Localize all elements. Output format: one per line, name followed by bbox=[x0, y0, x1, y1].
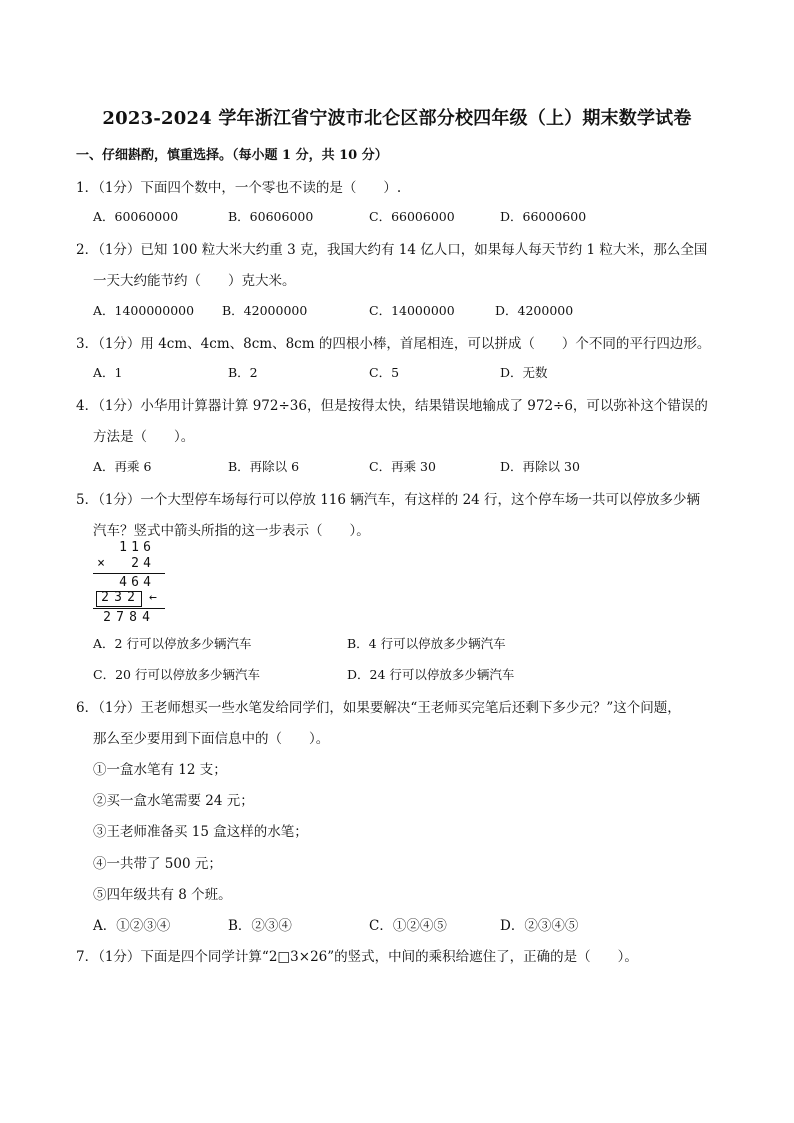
question-5-stem-line1: 5．（1分）一个大型停车场每行可以停放 116 辆汽车，有这样的 24 行，这个停车场一共可以停放多少辆 bbox=[76, 492, 701, 508]
q6-option-b: B．②③④ bbox=[228, 918, 292, 934]
question-4-stem-line1: 4．（1分）小华用计算器计算 972÷36，但是按得太快，结果错误地输成了 972÷6，可以弥补这个错误的 bbox=[76, 398, 708, 414]
calc-digit: 3 bbox=[114, 590, 122, 605]
calc-digit: 1 bbox=[119, 540, 127, 555]
calc-digit: 6 bbox=[143, 540, 151, 555]
q6-option-d: D．②③④⑤ bbox=[500, 918, 579, 934]
page-title: 2023-2024 学年浙江省宁波市北仑区部分校四年级（上）期末数学试卷 bbox=[102, 108, 692, 129]
q5-option-c: C．20 行可以停放多少辆汽车 bbox=[93, 667, 260, 682]
q1-option-b: B．60606000 bbox=[228, 209, 314, 224]
q5-option-a: A．2 行可以停放多少辆汽车 bbox=[93, 636, 252, 651]
q1-option-d: D．66000600 bbox=[500, 209, 587, 224]
q3-option-d: D．无数 bbox=[500, 365, 548, 380]
calc-digit: 2 bbox=[131, 556, 139, 571]
q2-option-d: D．4200000 bbox=[495, 303, 574, 318]
q6-option-c: C．①②④⑤ bbox=[369, 918, 447, 934]
question-2-stem-line1: 2．（1分）已知 100 粒大米大约重 3 克，我国大约有 14 亿人口，如果每人每天节约 1 粒大米，那么全国 bbox=[76, 242, 708, 258]
calc-digit: 1 bbox=[131, 540, 139, 555]
section-heading: 一、仔细斟酌，慎重选择。（每小题 1 分，共 10 分） bbox=[76, 148, 388, 163]
vertical-multiplication bbox=[93, 540, 173, 626]
q3-option-b: B．2 bbox=[228, 365, 258, 380]
info-item: ④一共带了 500 元； bbox=[93, 856, 222, 872]
q1-option-c: C．66006000 bbox=[369, 209, 455, 224]
calc-digit: 2 bbox=[103, 610, 111, 625]
question-7-stem: 7．（1分）下面是四个同学计算“2□3×26”的竖式，中间的乘积给遮住了，正确的是（ ）。 bbox=[76, 949, 638, 965]
info-item: ②买一盒水笔需要 24 元； bbox=[93, 793, 254, 809]
info-item: ③王老师准备买 15 盒这样的水笔； bbox=[93, 824, 308, 840]
calc-digit: 8 bbox=[129, 610, 137, 625]
question-6-stem-line2: 那么至少要用到下面信息中的（ ）。 bbox=[93, 731, 330, 747]
calc-digit: 6 bbox=[131, 575, 139, 590]
calc-digit: 2 bbox=[101, 590, 109, 605]
q2-option-c: C．14000000 bbox=[369, 303, 455, 318]
question-4-stem-line2: 方法是（ ）。 bbox=[93, 429, 195, 445]
question-5-stem-line2: 汽车？竖式中箭头所指的这一步表示（ ）。 bbox=[93, 523, 370, 539]
info-item: ⑤四年级共有 8 个班。 bbox=[93, 887, 232, 903]
question-2-stem-line2: 一天大约能节约（ ）克大米。 bbox=[93, 273, 296, 289]
q6-option-a: A．①②③④ bbox=[93, 918, 171, 934]
info-item: ①一盒水笔有 12 支； bbox=[93, 762, 227, 778]
q3-option-a: A．1 bbox=[93, 365, 123, 380]
q4-option-b: B．再除以 6 bbox=[228, 459, 300, 474]
question-6-stem-line1: 6．（1分）王老师想买一些水笔发给同学们，如果要解决“王老师买完笔后还剩下多少元？”这个问题， bbox=[76, 700, 681, 716]
calc-rule bbox=[93, 573, 165, 574]
q2-option-a: A．1400000000 bbox=[93, 303, 195, 318]
q2-option-b: B．42000000 bbox=[222, 303, 308, 318]
question-1-stem: 1．（1分）下面四个数中，一个零也不读的是（ ）. bbox=[76, 180, 402, 196]
q4-option-a: A．再乘 6 bbox=[93, 459, 152, 474]
calc-digit: 4 bbox=[143, 575, 151, 590]
q5-option-b: B．4 行可以停放多少辆汽车 bbox=[347, 636, 506, 651]
question-3-stem: 3．（1分）用 4cm、4cm、8cm、8cm 的四根小棒，首尾相连，可以拼成（ ）个不同的平行四边形。 bbox=[76, 336, 711, 352]
q4-option-c: C．再乘 30 bbox=[369, 459, 436, 474]
q3-option-c: C．5 bbox=[369, 365, 400, 380]
q5-option-d: D．24 行可以停放多少辆汽车 bbox=[347, 667, 515, 682]
times-sign: × bbox=[97, 556, 105, 571]
calc-digit: 7 bbox=[116, 610, 124, 625]
q1-option-a: A．60060000 bbox=[93, 209, 179, 224]
pointer-arrow-icon: ← bbox=[149, 590, 157, 605]
q4-option-d: D．再除以 30 bbox=[500, 459, 580, 474]
calc-digit: 4 bbox=[142, 610, 150, 625]
calc-rule bbox=[93, 608, 165, 609]
calc-digit: 4 bbox=[143, 556, 151, 571]
calc-digit: 4 bbox=[119, 575, 127, 590]
calc-digit: 2 bbox=[127, 590, 135, 605]
